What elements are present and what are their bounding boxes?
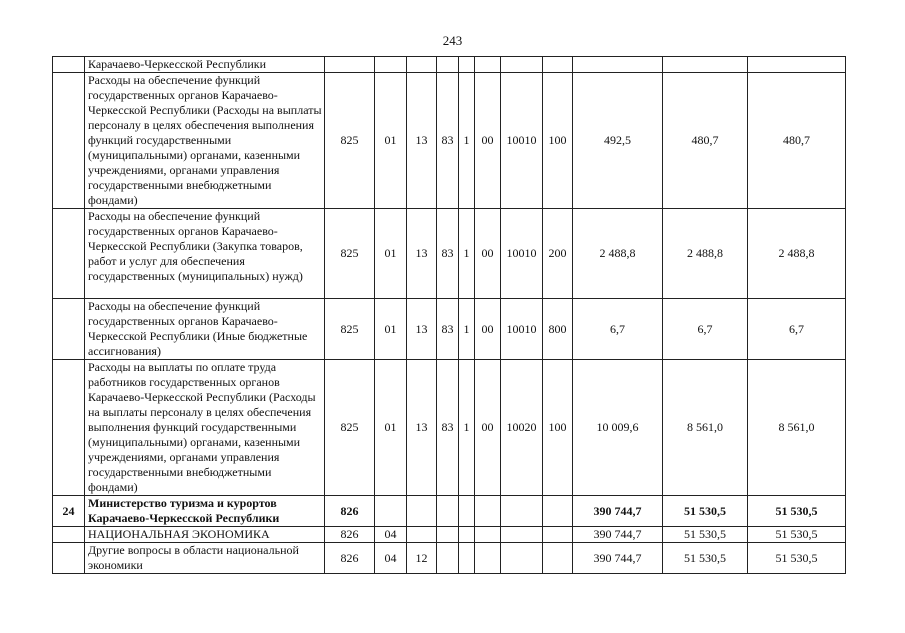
activity-code: 00 [475, 360, 501, 496]
amount-2: 8 561,0 [663, 360, 748, 496]
row-name: Министерство туризма и курортов Карачаево-Черкесской Республики [85, 496, 325, 527]
amount-1: 6,7 [573, 299, 663, 360]
amount-3: 480,7 [748, 73, 846, 209]
activity-code [475, 57, 501, 73]
row-number [53, 527, 85, 543]
amount-1 [573, 57, 663, 73]
section-code: 01 [375, 73, 407, 209]
amount-3: 51 530,5 [748, 543, 846, 574]
subsection-code [407, 496, 437, 527]
activity-code: 00 [475, 209, 501, 299]
row-number [53, 543, 85, 574]
table-row [53, 209, 846, 299]
amount-3: 8 561,0 [748, 360, 846, 496]
activity-code: 00 [475, 299, 501, 360]
direction-code: 10020 [501, 360, 543, 496]
expense-type-code [543, 496, 573, 527]
program-code: 83 [437, 209, 459, 299]
row-number [53, 57, 85, 73]
subprogram-code: 1 [459, 73, 475, 209]
table-row [53, 360, 846, 496]
section-code [375, 496, 407, 527]
amount-1: 2 488,8 [573, 209, 663, 299]
program-code [437, 527, 459, 543]
activity-code: 00 [475, 73, 501, 209]
expense-type-code [543, 527, 573, 543]
table-row [53, 496, 846, 527]
amount-2: 6,7 [663, 299, 748, 360]
amount-1: 390 744,7 [573, 543, 663, 574]
subsection-code: 12 [407, 543, 437, 574]
ministry-code [325, 57, 375, 73]
expense-type-code [543, 543, 573, 574]
row-name: НАЦИОНАЛЬНАЯ ЭКОНОМИКА [85, 527, 325, 543]
row-number [53, 299, 85, 360]
subsection-code: 13 [407, 299, 437, 360]
amount-3: 51 530,5 [748, 527, 846, 543]
program-code: 83 [437, 299, 459, 360]
table-row [53, 543, 846, 574]
subprogram-code [459, 543, 475, 574]
subprogram-code [459, 496, 475, 527]
amount-2 [663, 57, 748, 73]
expense-type-code: 100 [543, 73, 573, 209]
row-name: Расходы на обеспечение функций государственных органов Карачаево-Черкесской Республики (Иные бюджетные ассигнования) [85, 299, 325, 360]
expense-type-code [543, 57, 573, 73]
amount-2: 2 488,8 [663, 209, 748, 299]
subprogram-code: 1 [459, 209, 475, 299]
row-number [53, 73, 85, 209]
program-code [437, 543, 459, 574]
subsection-code: 13 [407, 360, 437, 496]
activity-code [475, 527, 501, 543]
direction-code: 10010 [501, 73, 543, 209]
amount-1: 390 744,7 [573, 496, 663, 527]
row-number [53, 360, 85, 496]
program-code: 83 [437, 73, 459, 209]
ministry-code: 825 [325, 360, 375, 496]
amount-1: 390 744,7 [573, 527, 663, 543]
amount-1: 492,5 [573, 73, 663, 209]
table-row [53, 73, 846, 209]
direction-code [501, 57, 543, 73]
ministry-code: 826 [325, 527, 375, 543]
row-name: Расходы на обеспечение функций государственных органов Карачаево-Черкесской Республики (Расходы на выплаты персоналу в целях обеспечения выполнения функций государственными (муниципальными) органами, казенными учреждениями, органами управления государственными внебюджетными фондами) [85, 73, 325, 209]
subprogram-code: 1 [459, 299, 475, 360]
row-number [53, 209, 85, 299]
ministry-code: 825 [325, 209, 375, 299]
amount-2: 51 530,5 [663, 543, 748, 574]
row-name: Другие вопросы в области национальной экономики [85, 543, 325, 574]
row-number: 24 [53, 496, 85, 527]
subsection-code: 13 [407, 73, 437, 209]
program-code [437, 57, 459, 73]
amount-3: 2 488,8 [748, 209, 846, 299]
amount-3 [748, 57, 846, 73]
direction-code: 10010 [501, 209, 543, 299]
amount-2: 480,7 [663, 73, 748, 209]
row-name: Карачаево-Черкесской Республики [85, 57, 325, 73]
row-name: Расходы на обеспечение функций государственных органов Карачаево-Черкесской Республики (Закупка товаров, работ и услуг для обеспечения государственных (муниципальных) нужд) [85, 209, 325, 299]
section-code: 01 [375, 209, 407, 299]
direction-code: 10010 [501, 299, 543, 360]
table-row [53, 527, 846, 543]
section-code: 01 [375, 299, 407, 360]
subprogram-code: 1 [459, 360, 475, 496]
ministry-code: 825 [325, 73, 375, 209]
program-code [437, 496, 459, 527]
amount-2: 51 530,5 [663, 496, 748, 527]
page-number: 243 [442, 33, 463, 48]
subsection-code [407, 57, 437, 73]
expense-type-code: 200 [543, 209, 573, 299]
row-name: Расходы на выплаты по оплате труда работников государственных органов Карачаево-Черкесской Республики (Расходы на выплаты персоналу в целях обеспечения выполнения функций государственными (муниципальными) органами, казенными учреждениями, органами управления государственными внебюджетными фондами) [85, 360, 325, 496]
section-code [375, 57, 407, 73]
ministry-code: 826 [325, 496, 375, 527]
direction-code [501, 543, 543, 574]
direction-code [501, 527, 543, 543]
subsection-code: 13 [407, 209, 437, 299]
section-code: 01 [375, 360, 407, 496]
activity-code [475, 496, 501, 527]
table-row [53, 57, 846, 73]
subprogram-code [459, 527, 475, 543]
amount-2: 51 530,5 [663, 527, 748, 543]
expense-type-code: 800 [543, 299, 573, 360]
program-code: 83 [437, 360, 459, 496]
amount-3: 51 530,5 [748, 496, 846, 527]
subprogram-code [459, 57, 475, 73]
budget-table [52, 56, 846, 574]
amount-1: 10 009,6 [573, 360, 663, 496]
subsection-code [407, 527, 437, 543]
table-row [53, 299, 846, 360]
direction-code [501, 496, 543, 527]
amount-3: 6,7 [748, 299, 846, 360]
ministry-code: 826 [325, 543, 375, 574]
ministry-code: 825 [325, 299, 375, 360]
section-code: 04 [375, 527, 407, 543]
expense-type-code: 100 [543, 360, 573, 496]
section-code: 04 [375, 543, 407, 574]
activity-code [475, 543, 501, 574]
